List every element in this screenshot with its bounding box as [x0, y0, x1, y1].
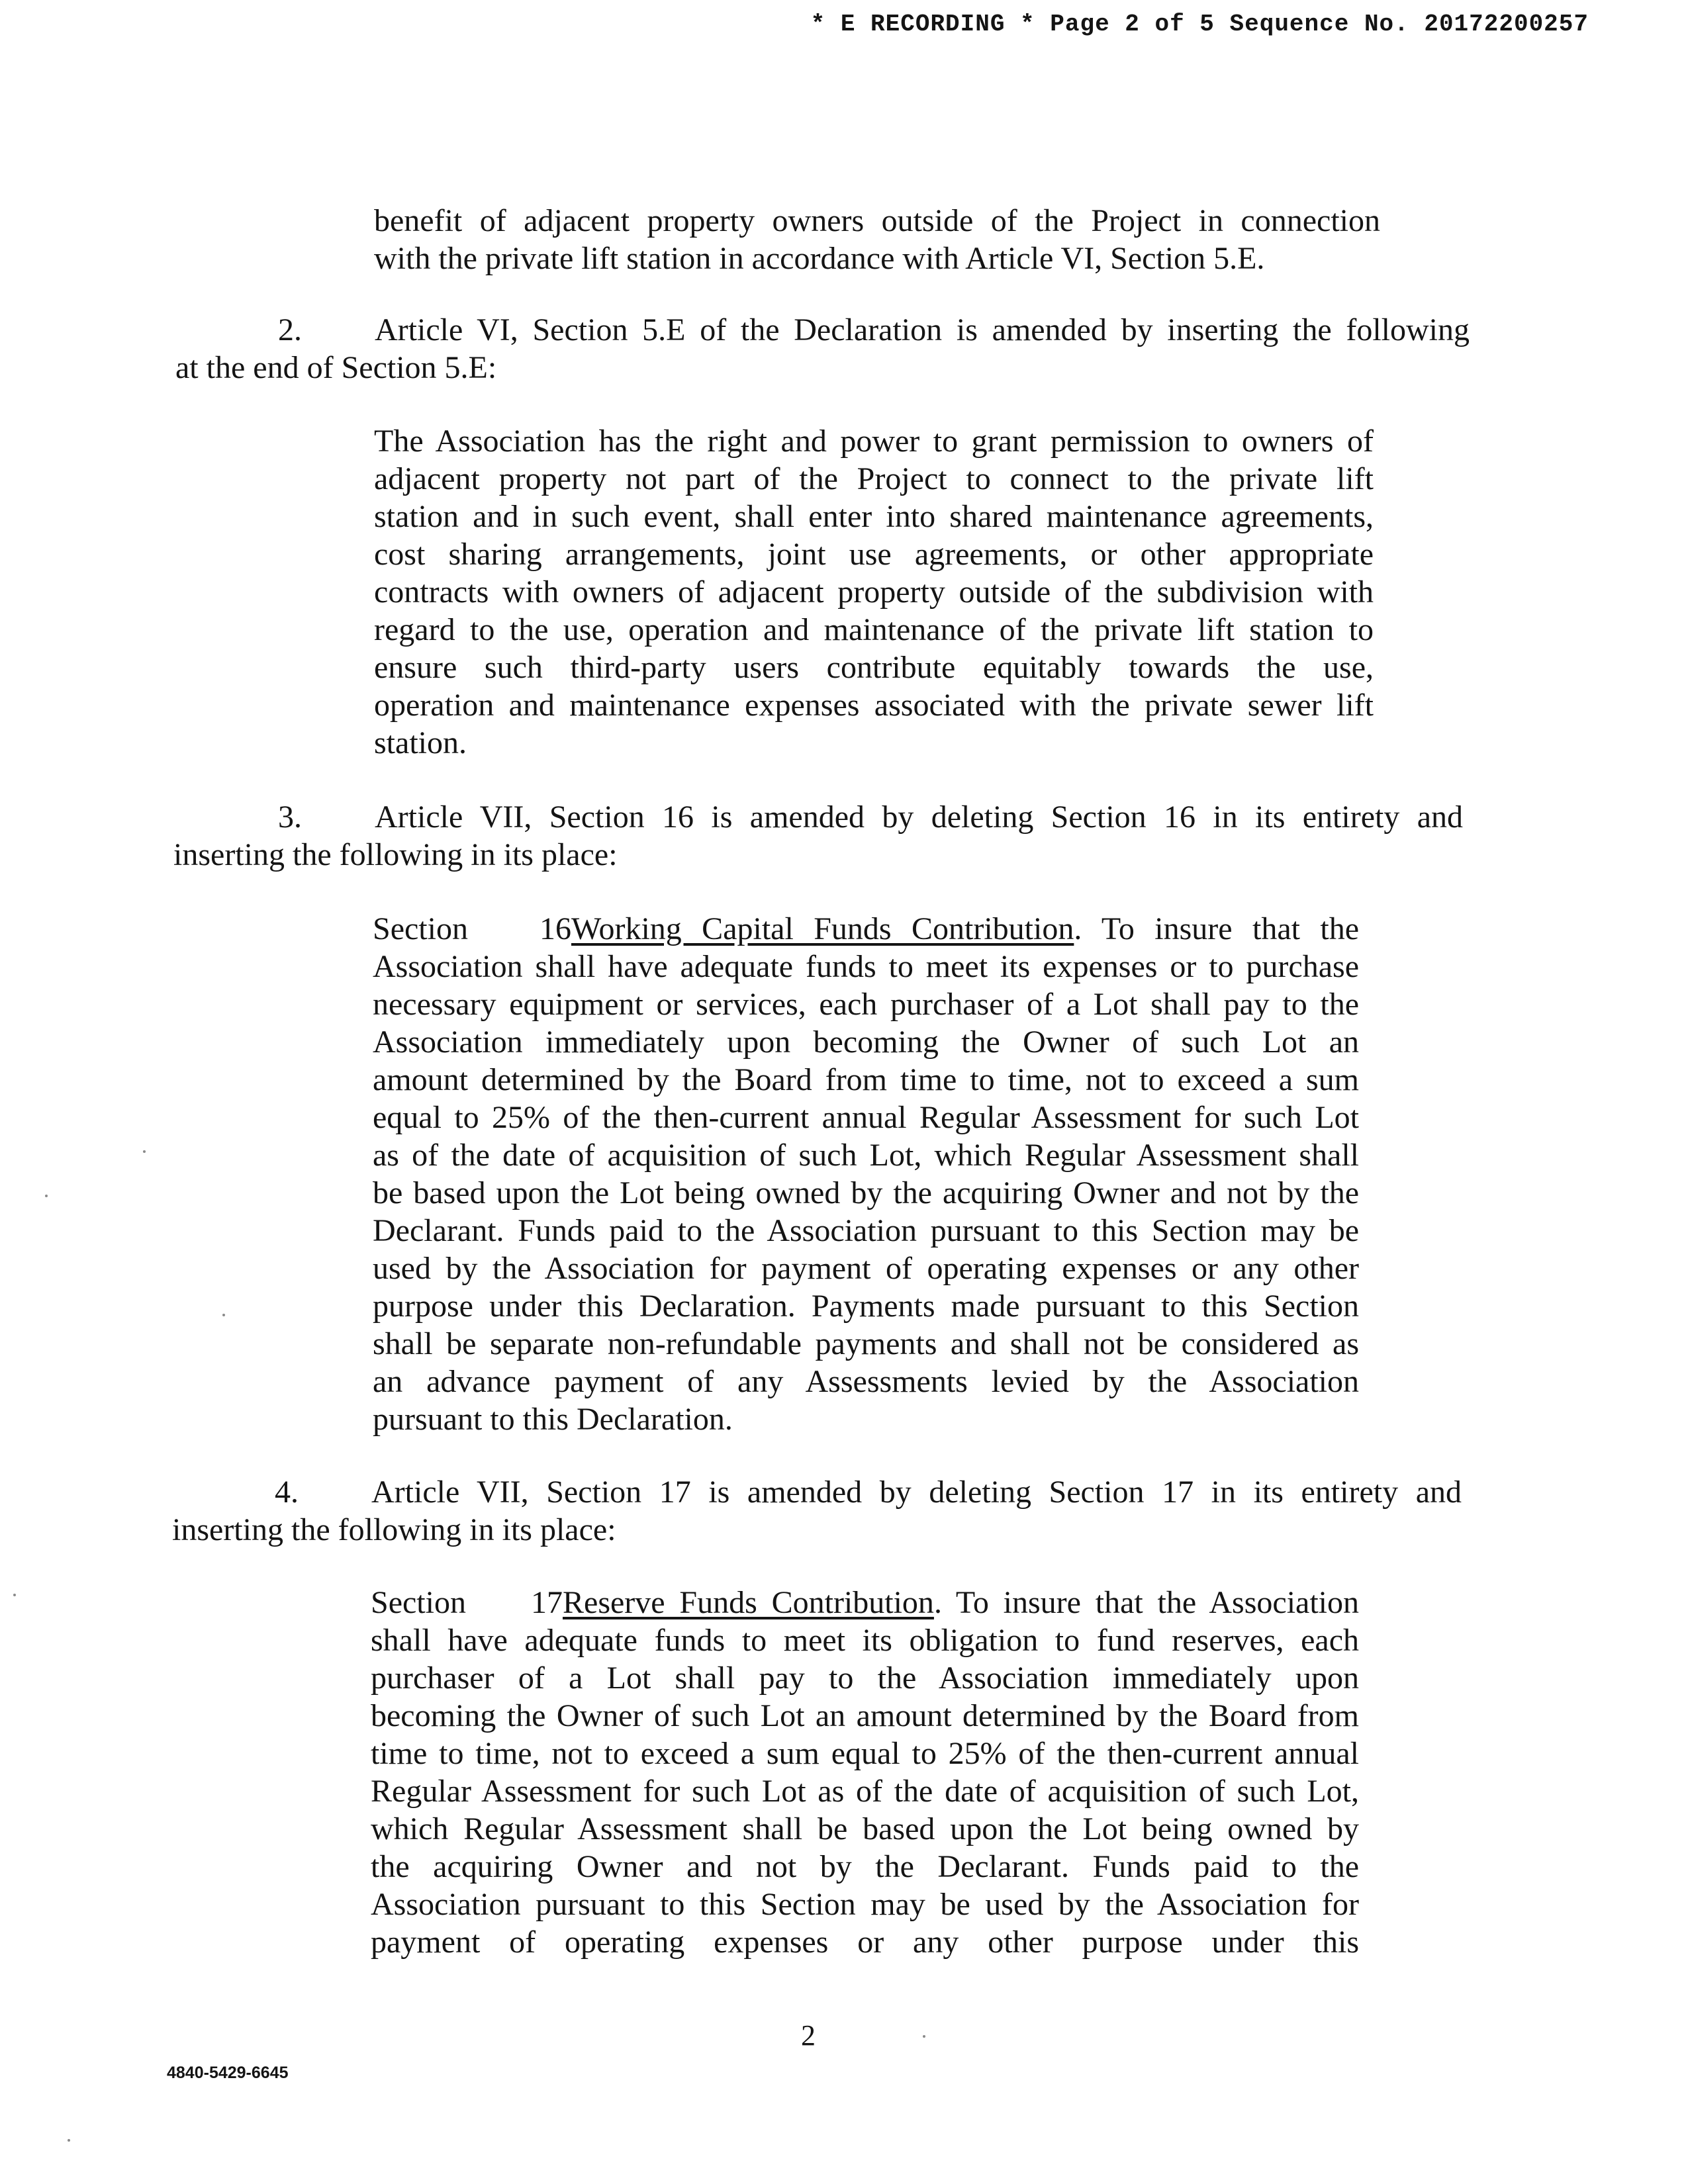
- text-line: equal to 25% of the then-current annual Regular Assessment for such Lot: [373, 1100, 1359, 1135]
- section-text: . To insure that the Association: [933, 1585, 1360, 1620]
- text-line: station and in such event, shall enter into shared maintenance agreements,: [374, 499, 1374, 534]
- text-line: purpose under this Declaration. Payments made pursuant to this Section: [373, 1289, 1359, 1324]
- text-line: becoming the Owner of such Lot an amount determined by the Board from: [371, 1698, 1359, 1733]
- section-text: . To insure that the: [1074, 911, 1359, 946]
- text-line: Association shall have adequate funds to meet its expenses or to purchase: [373, 949, 1359, 984]
- item-3-paragraph: [173, 798, 1463, 874]
- text-line: The Association has the right and power to grant permission to owners of: [374, 424, 1374, 459]
- text-line: amount determined by the Board from time to time, not to exceed a sum: [373, 1062, 1359, 1097]
- text-line: as of the date of acquisition of such Lot, which Regular Assessment shall: [373, 1138, 1359, 1173]
- item-text: Article VII, Section 17 is amended by deleting Section 17 in its entirety and: [371, 1475, 1462, 1510]
- item-3-second-line: inserting the following in its place:: [173, 837, 618, 872]
- item-2-paragraph: [175, 311, 1470, 387]
- text-line: purchaser of a Lot shall pay to the Association immediately upon: [371, 1661, 1359, 1696]
- item-number: 4.: [275, 1475, 299, 1510]
- document-id: 4840-5429-6645: [167, 2064, 289, 2082]
- text-line: pursuant to this Declaration.: [373, 1402, 733, 1437]
- scan-speck: [923, 2035, 925, 2038]
- text-line: station.: [374, 725, 467, 760]
- item-text: Article VI, Section 5.E of the Declaration is amended by inserting the following: [375, 312, 1470, 347]
- scan-speck: [222, 1314, 225, 1316]
- section-heading: Working Capital Funds Contribution: [571, 911, 1074, 946]
- item-4-quoted-text: [371, 1584, 1359, 1961]
- text-line: Declarant. Funds paid to the Association pursuant to this Section may be: [373, 1213, 1359, 1248]
- section-label: Section 17: [371, 1585, 563, 1620]
- scan-speck: [143, 1150, 146, 1153]
- item-2-quoted-text: [374, 422, 1374, 762]
- section-16-title-line: [373, 910, 1359, 948]
- item-4-first-line: [172, 1473, 1462, 1511]
- item-2-first-line: [175, 311, 1470, 349]
- text-line: benefit of adjacent property owners outside of the Project in connection: [374, 203, 1380, 238]
- text-line: cost sharing arrangements, joint use agreements, or other appropriate: [374, 537, 1374, 572]
- text-line: be based upon the Lot being owned by the acquiring Owner and not by the: [373, 1175, 1359, 1210]
- item-text: Article VII, Section 16 is amended by deleting Section 16 in its entirety and: [375, 799, 1463, 835]
- text-line: payment of operating expenses or any other purpose under this: [371, 1925, 1359, 1960]
- text-line: shall have adequate funds to meet its obligation to fund reserves, each: [371, 1623, 1359, 1658]
- item-3-first-line: [173, 798, 1463, 836]
- text-line: used by the Association for payment of operating expenses or any other: [373, 1251, 1359, 1286]
- text-line: the acquiring Owner and not by the Declarant. Funds paid to the: [371, 1849, 1359, 1884]
- text-line: regard to the use, operation and maintenance of the private lift station to: [374, 612, 1374, 647]
- text-line: Association immediately upon becoming the Owner of such Lot an: [373, 1024, 1359, 1060]
- text-line: operation and maintenance expenses associated with the private sewer lift: [374, 688, 1374, 723]
- text-line: shall be separate non-refundable payments and shall not be considered as: [373, 1326, 1359, 1361]
- recording-stamp: * E RECORDING * Page 2 of 5 Sequence No. 20172200257: [810, 11, 1589, 38]
- text-line: necessary equipment or services, each purchaser of a Lot shall pay to the: [373, 987, 1359, 1022]
- text-line: Association pursuant to this Section may be used by the Association for: [371, 1887, 1359, 1922]
- section-17-title-line: [371, 1584, 1359, 1621]
- section-label: Section 16: [373, 911, 571, 946]
- page-number: 2: [801, 2019, 816, 2052]
- item-4-second-line: inserting the following in its place:: [172, 1512, 616, 1547]
- item-2-second-line: at the end of Section 5.E:: [175, 350, 497, 385]
- item-4-paragraph: [172, 1473, 1462, 1549]
- continuation-paragraph: [374, 202, 1380, 277]
- scan-speck: [68, 2139, 70, 2142]
- text-line: contracts with owners of adjacent property outside of the subdivision with: [374, 574, 1374, 610]
- item-number: 3.: [278, 799, 302, 835]
- text-line: adjacent property not part of the Project to connect to the private lift: [374, 461, 1374, 496]
- text-line: which Regular Assessment shall be based upon the Lot being owned by: [371, 1811, 1359, 1846]
- scan-speck: [45, 1195, 48, 1197]
- text-line: an advance payment of any Assessments levied by the Association: [373, 1364, 1359, 1399]
- item-3-quoted-text: [373, 910, 1359, 1438]
- scan-speck: [13, 1594, 16, 1596]
- text-line: time to time, not to exceed a sum equal to 25% of the then-current annual: [371, 1736, 1359, 1771]
- text-line: Regular Assessment for such Lot as of the date of acquisition of such Lot,: [371, 1774, 1359, 1809]
- section-heading: Reserve Funds Contribution: [563, 1585, 934, 1620]
- item-number: 2.: [278, 312, 302, 347]
- text-line: with the private lift station in accordance with Article VI, Section 5.E.: [374, 241, 1265, 276]
- text-line: ensure such third-party users contribute equitably towards the use,: [374, 650, 1374, 685]
